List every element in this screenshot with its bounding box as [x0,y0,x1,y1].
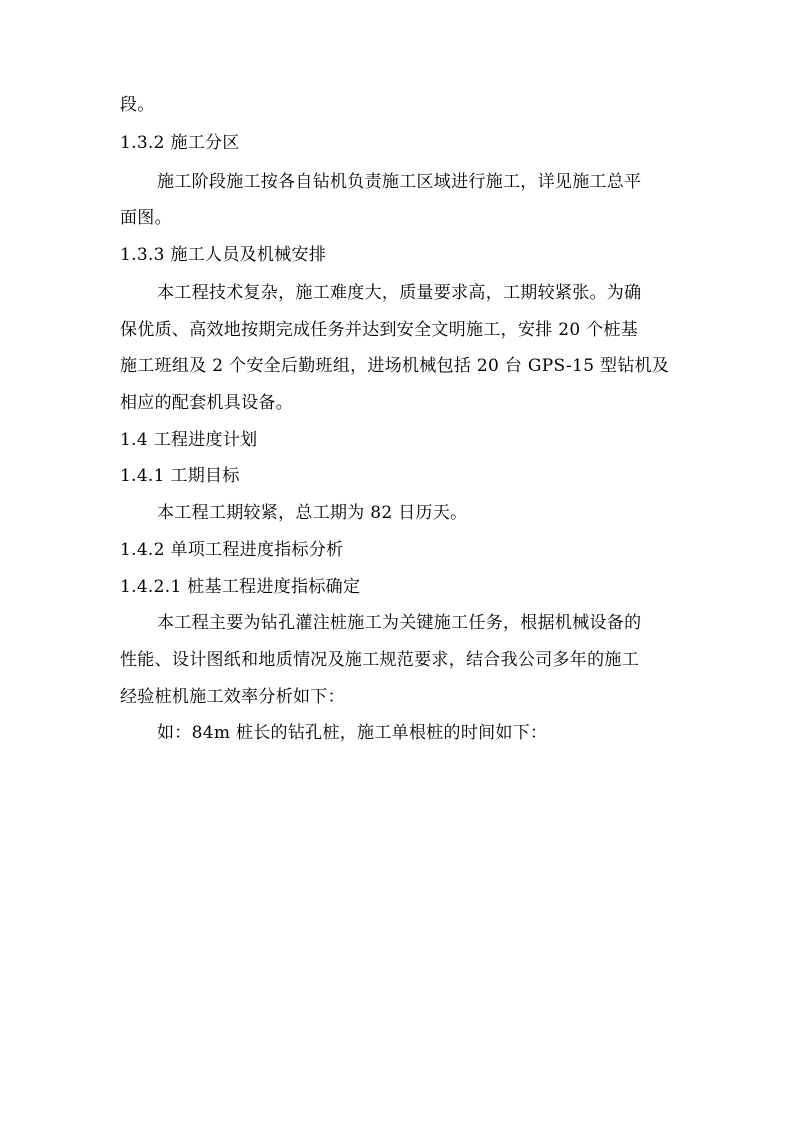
paragraph-line: 段。 [120,95,155,115]
paragraph-line: 本工程工期较紧，总工期为 82 日历天。 [157,503,468,523]
paragraph-line: 性能、设计图纸和地质情况及施工规范要求，结合我公司多年的施工 [120,650,639,670]
section-heading-1-3-2: 1.3.2 施工分区 [120,133,240,153]
paragraph-line: 面图。 [120,208,172,228]
section-heading-1-4-1: 1.4.1 工期目标 [120,466,240,486]
paragraph-line: 本工程主要为钻孔灌注桩施工为关键施工任务，根据机械设备的 [157,613,642,633]
section-heading-1-3-3: 1.3.3 施工人员及机械安排 [120,245,327,265]
paragraph-line: 施工阶段施工按各自钻机负责施工区域进行施工，详见施工总平 [157,172,642,192]
section-heading-1-4-2: 1.4.2 单项工程进度指标分析 [120,540,344,560]
paragraph-line: 施工班组及 2 个安全后勤班组，进场机械包括 20 台 GPS-15 型钻机及 [120,356,670,376]
paragraph-line: 如：84m 桩长的钻孔桩，施工单根桩的时间如下： [157,723,548,743]
section-heading-1-4-2-1: 1.4.2.1 桩基工程进度指标确定 [120,577,361,597]
paragraph-line: 保优质、高效地按期完成任务并达到安全文明施工，安排 20 个桩基 [120,320,639,340]
paragraph-line: 经验桩机施工效率分析如下： [120,687,345,707]
section-heading-1-4: 1.4 工程进度计划 [120,430,258,450]
paragraph-line: 本工程技术复杂，施工难度大，质量要求高，工期较紧张。为确 [157,283,642,303]
paragraph-line: 相应的配套机具设备。 [120,393,293,413]
